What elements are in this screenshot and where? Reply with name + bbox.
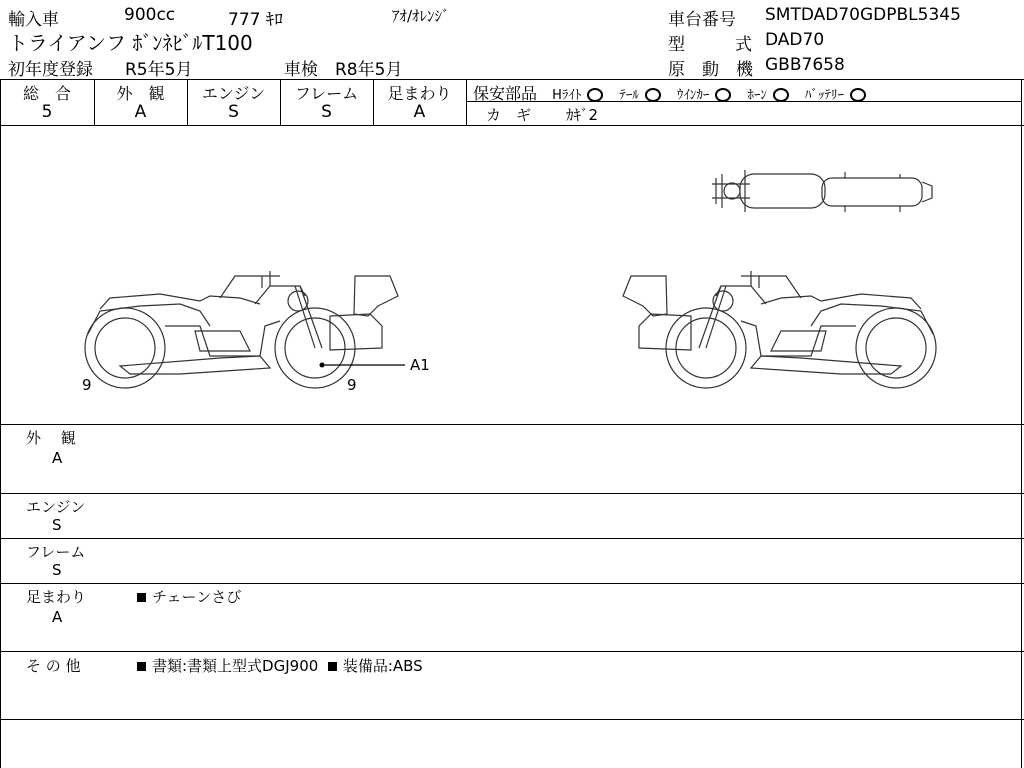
other-note-documents: 書類:書類上型式DGJ900 bbox=[152, 657, 319, 675]
safety-item-headlight: Hﾗｲﾄ bbox=[552, 88, 582, 103]
tail-ok-circle bbox=[645, 88, 661, 102]
left-side-view bbox=[85, 271, 398, 388]
safety-item-horn: ﾎｰﾝ bbox=[747, 88, 767, 103]
frame-number-value: SMTDAD70GDPBL5345 bbox=[765, 5, 961, 25]
suspension-grade-value: A bbox=[413, 102, 426, 122]
model-type-value: DAD70 bbox=[765, 30, 825, 50]
motorcycle-diagram bbox=[0, 126, 1021, 424]
other-note-equipment: 装備品:ABS bbox=[342, 657, 423, 675]
overall-grade-label: 総 合 bbox=[22, 84, 71, 103]
inspection-value: R8年5月 bbox=[335, 60, 403, 80]
divider bbox=[0, 424, 1024, 425]
detail-suspension-value: A bbox=[52, 608, 63, 626]
engine-label-3: 機 bbox=[736, 60, 753, 80]
divider bbox=[0, 79, 1024, 80]
divider bbox=[0, 538, 1024, 539]
divider bbox=[0, 583, 1024, 584]
detail-exterior-value: A bbox=[52, 449, 63, 467]
detail-frame-value: S bbox=[52, 561, 62, 579]
model-type-label-1: 型 bbox=[668, 35, 685, 55]
detail-suspension-note bbox=[137, 586, 241, 607]
frame-grade-value: S bbox=[321, 102, 332, 122]
vehicle-type: 輸入車 bbox=[8, 10, 59, 30]
divider bbox=[0, 651, 1024, 652]
inspection-label: 車検 bbox=[284, 60, 318, 80]
engine-grade-label: エンジン bbox=[201, 84, 266, 103]
exterior-grade-value: A bbox=[134, 102, 147, 122]
engine-grade-value: S bbox=[228, 102, 239, 122]
bullet-square bbox=[137, 593, 146, 602]
overall-grade-value: 5 bbox=[41, 102, 53, 122]
divider bbox=[0, 493, 1024, 494]
safety-item-battery: ﾊﾞｯﾃﾘｰ bbox=[804, 88, 844, 103]
safety-item-winker: ｳｲﾝｶｰ bbox=[676, 88, 710, 103]
bullet-square bbox=[137, 662, 146, 671]
frame-number-label: 車台番号 bbox=[668, 10, 736, 30]
detail-exterior-label: 外 観 bbox=[26, 429, 76, 447]
safety-parts-row bbox=[473, 81, 882, 104]
top-view bbox=[712, 170, 932, 212]
safety-parts-label: 保安部品 bbox=[473, 84, 538, 103]
first-registration-value: R5年5月 bbox=[125, 60, 193, 80]
divider bbox=[466, 79, 467, 125]
headlight-ok-circle bbox=[587, 88, 603, 102]
winker-ok-circle bbox=[715, 88, 731, 102]
detail-frame-label: フレーム bbox=[26, 543, 86, 561]
battery-ok-circle bbox=[850, 88, 866, 102]
right-side-view bbox=[623, 271, 936, 388]
bullet-square bbox=[328, 662, 337, 671]
first-registration-label: 初年度登録 bbox=[8, 60, 93, 80]
detail-engine-value: S bbox=[52, 516, 62, 534]
body-color: ｱｵ/ｵﾚﾝｼﾞ bbox=[392, 7, 450, 25]
detail-engine-label: エンジン bbox=[26, 498, 86, 516]
damage-point bbox=[320, 363, 325, 368]
model-type-label-2: 式 bbox=[735, 35, 752, 55]
engine-label-1: 原 bbox=[668, 60, 685, 80]
engine-value: GBB7658 bbox=[765, 55, 845, 75]
key-label: カ ギ bbox=[486, 106, 532, 124]
suspension-note-text: チェーンさび bbox=[152, 588, 242, 606]
key-value: ｶｷﾞ2 bbox=[566, 106, 599, 124]
tire-front-left-value: 9 bbox=[347, 376, 357, 394]
model-name: トライアンフ ﾎﾞﾝﾈﾋﾞﾙT100 bbox=[8, 31, 253, 55]
detail-other-label: そ の 他 bbox=[26, 657, 81, 675]
suspension-grade-label: 足まわり bbox=[387, 84, 452, 103]
damage-mark-label: A1 bbox=[410, 356, 430, 374]
divider bbox=[0, 719, 1024, 720]
displacement: 900cc bbox=[124, 5, 176, 25]
engine-label-2: 動 bbox=[702, 60, 719, 80]
frame-grade-label: フレーム bbox=[294, 84, 359, 103]
detail-other-notes bbox=[137, 655, 423, 676]
safety-item-tail: ﾃｰﾙ bbox=[619, 88, 639, 103]
mileage: 777 ｷﾛ bbox=[228, 10, 283, 30]
horn-ok-circle bbox=[773, 88, 789, 102]
tire-rear-left-value: 9 bbox=[82, 376, 92, 394]
exterior-grade-label: 外 観 bbox=[116, 84, 165, 103]
detail-suspension-label: 足まわり bbox=[26, 588, 87, 606]
